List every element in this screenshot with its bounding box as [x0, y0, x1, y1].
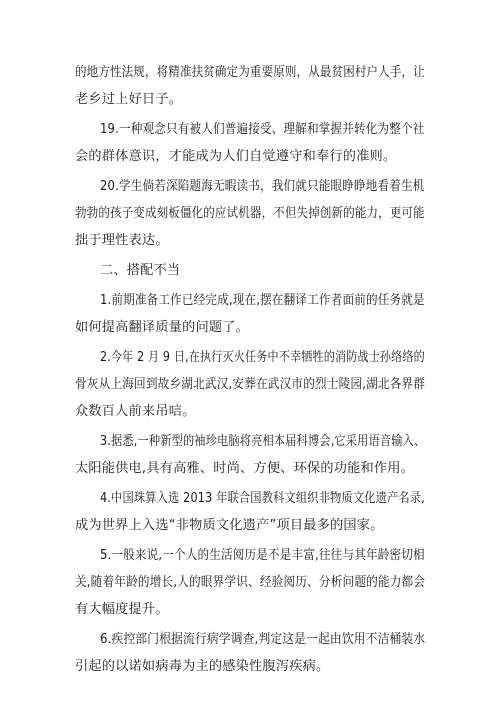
text-line: 20.学生倘若深陷题海无暇读书，我们就只能眼睁睁地看着生机 — [100, 179, 425, 194]
text-line: 勃勃的孩子变成刻板僵化的应试机器，不但失掉创新的能力，更可能 — [75, 206, 425, 221]
text-line: 骨灰从上海回到故乡湖北武汉,安葬在武汉市的烈士陵园,湖北各界群 — [75, 377, 426, 392]
section-heading: 二、搭配不当 — [100, 263, 181, 278]
text-line: 如何提高翻译质量的问题了。 — [75, 320, 250, 335]
text-line: 有大幅度提升。 — [75, 602, 169, 617]
text-line: 太阳能供电,具有高雅、时尚、方便、环保的功能和作用。 — [75, 461, 415, 476]
text-line: 3.据悉,一种新型的袖珍电脑将亮相本届科博会,它采用语音输入、 — [100, 434, 426, 449]
text-line: 2.今年 2 月 9 日,在执行灭火任务中不幸牺牲的消防战士孙络络的 — [100, 350, 425, 365]
text-line: 4.中国珠算入选 2013 年联合国教科文组织非物质文化遗产名录, — [100, 491, 425, 506]
text-line: 6.疾控部门根据流行病学调查,判定这是一起由饮用不洁桶装水 — [100, 632, 426, 647]
text-line: 19.一种观念只有被人们普遍接受、理解和掌握并转化为整个社 — [100, 122, 425, 137]
text-line: 老乡过上好日子。 — [75, 92, 183, 107]
text-line: 会的群体意识，才能成为人们自觉遵守和奉行的准则。 — [75, 149, 397, 164]
text-line: 拙于理性表达。 — [75, 233, 169, 248]
text-line: 1.前期准备工作已经完成,现在,摆在翻译工作者面前的任务就是 — [100, 293, 425, 308]
text-line: 5.一般来说,一个人的生活阅历是不是丰富,往往与其年龄密切相 — [100, 548, 425, 563]
text-line: 引起的以诺如病毒为主的感染性腹泻疾病。 — [75, 659, 330, 674]
text-line: 成为世界上入选“非物质文化遗产”项目最多的国家。 — [75, 518, 384, 533]
text-line: 的地方性法规，将精准扶贫确定为重要原则，从最贫困村户人手，让 — [75, 65, 425, 80]
text-line: 关,随着年龄的增长,人的眼界学识、经验阅历、分析问题的能力都会 — [75, 575, 426, 590]
text-line: 众数百人前来吊唁。 — [75, 404, 196, 419]
